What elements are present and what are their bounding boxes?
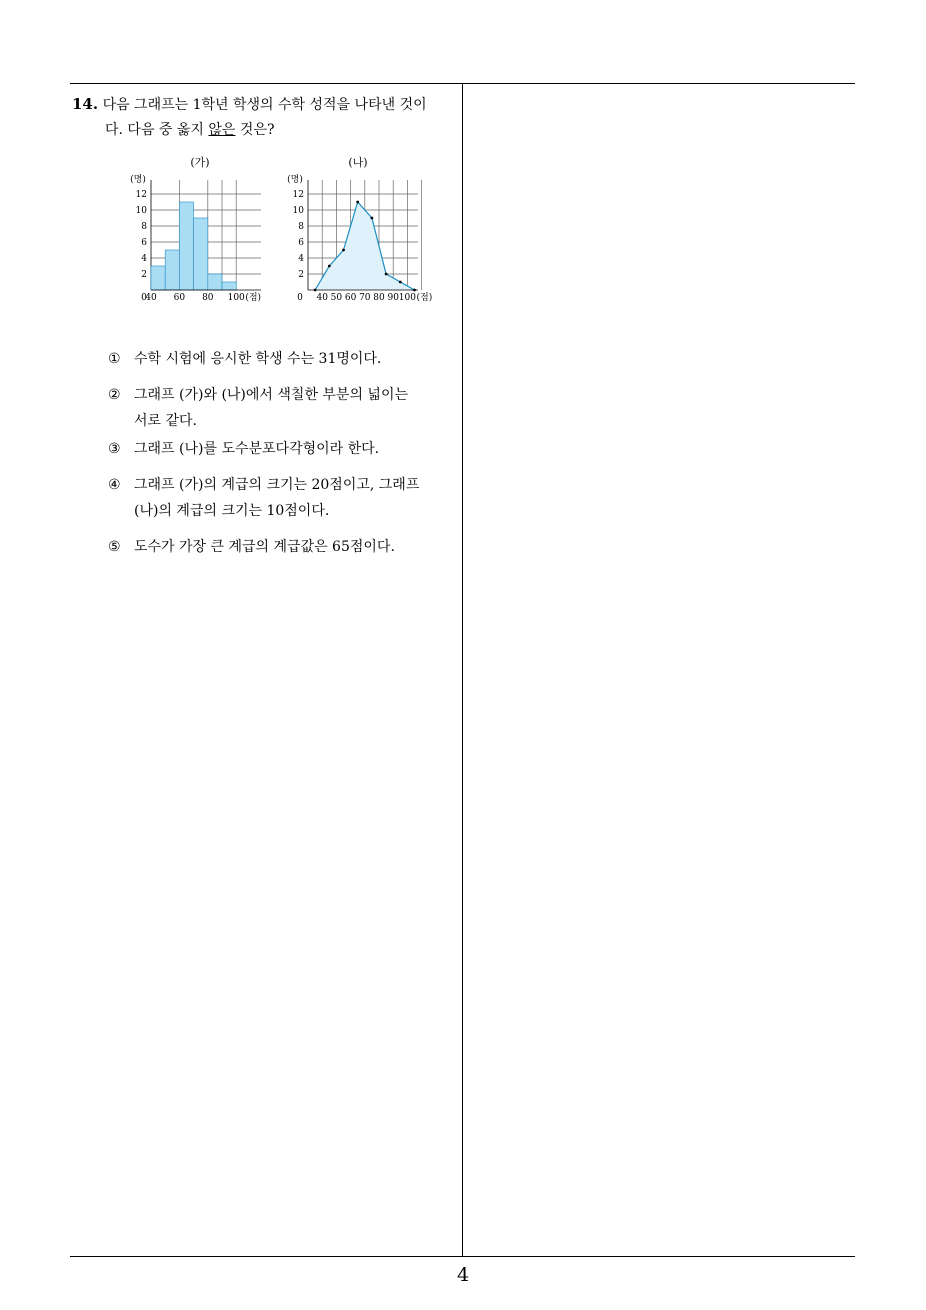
question-stem bbox=[72, 92, 456, 143]
chart-ga-ytick-1: 4 bbox=[141, 254, 147, 264]
chart-na-ytick-4: 10 bbox=[292, 206, 304, 216]
chart-ga-ytick-3: 8 bbox=[141, 222, 147, 232]
option-4-marker: ④ bbox=[108, 477, 121, 493]
chart-na-xlabel: (점) bbox=[416, 293, 433, 303]
option-3-text: 그래프 (나)를 도수분포다각형이라 한다. bbox=[134, 441, 380, 457]
question-line-1 bbox=[72, 92, 456, 118]
chart-na-ytick-0: 2 bbox=[298, 270, 304, 280]
chart-na-point-4 bbox=[371, 217, 374, 220]
question-line-2 bbox=[72, 118, 456, 143]
option-5-text: 도수가 가장 큰 계급의 계급값은 65점이다. bbox=[134, 539, 395, 555]
chart-na-ytick-2: 6 bbox=[298, 238, 304, 248]
chart-na-point-6 bbox=[399, 281, 402, 284]
chart-ga-ytick-2: 6 bbox=[141, 238, 147, 248]
chart-ga-bar-4 bbox=[208, 274, 222, 290]
column-divider bbox=[462, 83, 463, 1257]
bottom-rule bbox=[70, 1256, 855, 1257]
option-2[interactable] bbox=[108, 382, 453, 434]
chart-na-ytick-1: 4 bbox=[298, 254, 304, 264]
option-1-text: 수학 시험에 응시한 학생 수는 31명이다. bbox=[134, 351, 382, 367]
charts-svg bbox=[128, 150, 448, 310]
chart-ga-xlabel: (점) bbox=[245, 293, 262, 303]
answer-options bbox=[108, 346, 453, 562]
option-4-text-cont: (나)의 계급의 크기는 10점이다. bbox=[134, 503, 330, 519]
chart-na-ytick-5: 12 bbox=[292, 190, 304, 200]
option-4[interactable] bbox=[108, 472, 453, 524]
chart-ga-ytick-0: 2 bbox=[141, 270, 147, 280]
chart-na-xtick-6: 100 bbox=[398, 293, 416, 303]
chart-na-point-2 bbox=[342, 249, 345, 252]
option-3[interactable] bbox=[108, 436, 453, 462]
chart-ga-xtick-0: 40 bbox=[145, 293, 157, 303]
question-text-2b: 옳지 bbox=[176, 122, 209, 138]
chart-na-xtick-1: 50 bbox=[330, 293, 343, 303]
chart-na-point-1 bbox=[328, 265, 331, 268]
chart-ga-bar-1 bbox=[165, 250, 179, 290]
chart-na-point-5 bbox=[385, 273, 388, 276]
option-3-marker: ③ bbox=[108, 441, 121, 457]
option-2-text: 그래프 (가)와 (나)에서 색칠한 부분의 넓이는 bbox=[134, 387, 409, 403]
page-number: 4 bbox=[456, 1264, 470, 1286]
chart-na-area bbox=[315, 202, 414, 290]
chart-ga-bar-0 bbox=[151, 266, 165, 290]
chart-ga-xtick-1: 60 bbox=[173, 293, 186, 303]
chart-ga-xtick-3: 100 bbox=[227, 293, 245, 303]
chart-ga-bar-5 bbox=[222, 282, 236, 290]
chart-area bbox=[128, 150, 448, 310]
question-text-2c: 것은? bbox=[235, 122, 275, 138]
option-5[interactable] bbox=[108, 534, 453, 560]
option-2-marker: ② bbox=[108, 387, 121, 403]
question-text-1: 다음 그래프는 1학년 학생의 수학 성적을 나타낸 것이 bbox=[102, 97, 427, 113]
question-text-2a: 다. 다음 중 bbox=[105, 122, 177, 138]
chart-ga-ytick-4: 10 bbox=[135, 206, 147, 216]
question-underlined-word: 않은 bbox=[208, 122, 236, 138]
chart-na-ylabel: (명) bbox=[287, 175, 303, 185]
question-number: 14. bbox=[72, 95, 99, 113]
chart-ga-title: (가) bbox=[190, 156, 210, 169]
chart-na-xtick-4: 80 bbox=[373, 293, 385, 303]
chart-ga-ytick-5: 12 bbox=[135, 190, 147, 200]
option-5-marker: ⑤ bbox=[108, 539, 121, 555]
option-1-marker: ① bbox=[108, 351, 121, 367]
chart-ga-xtick-2: 80 bbox=[202, 293, 214, 303]
chart-na-xtick-2: 60 bbox=[344, 293, 357, 303]
option-2-text-cont: 서로 같다. bbox=[134, 413, 197, 429]
chart-na-point-3 bbox=[356, 201, 359, 204]
chart-ga-bar-2 bbox=[179, 202, 193, 290]
chart-ga-bar-3 bbox=[194, 218, 208, 290]
chart-na-origin: 0 bbox=[297, 293, 303, 303]
chart-ga-origin: 0 bbox=[141, 293, 147, 303]
chart-na-xtick-0: 40 bbox=[316, 293, 328, 303]
option-4-text: 그래프 (가)의 계급의 크기는 20점이고, 그래프 bbox=[134, 477, 420, 493]
chart-ga-ylabel: (명) bbox=[130, 175, 146, 185]
chart-na-xtick-3: 70 bbox=[359, 293, 371, 303]
option-1[interactable] bbox=[108, 346, 453, 372]
chart-na-ytick-3: 8 bbox=[298, 222, 304, 232]
chart-na-title: (나) bbox=[348, 156, 368, 169]
chart-na-xtick-5: 90 bbox=[387, 293, 399, 303]
